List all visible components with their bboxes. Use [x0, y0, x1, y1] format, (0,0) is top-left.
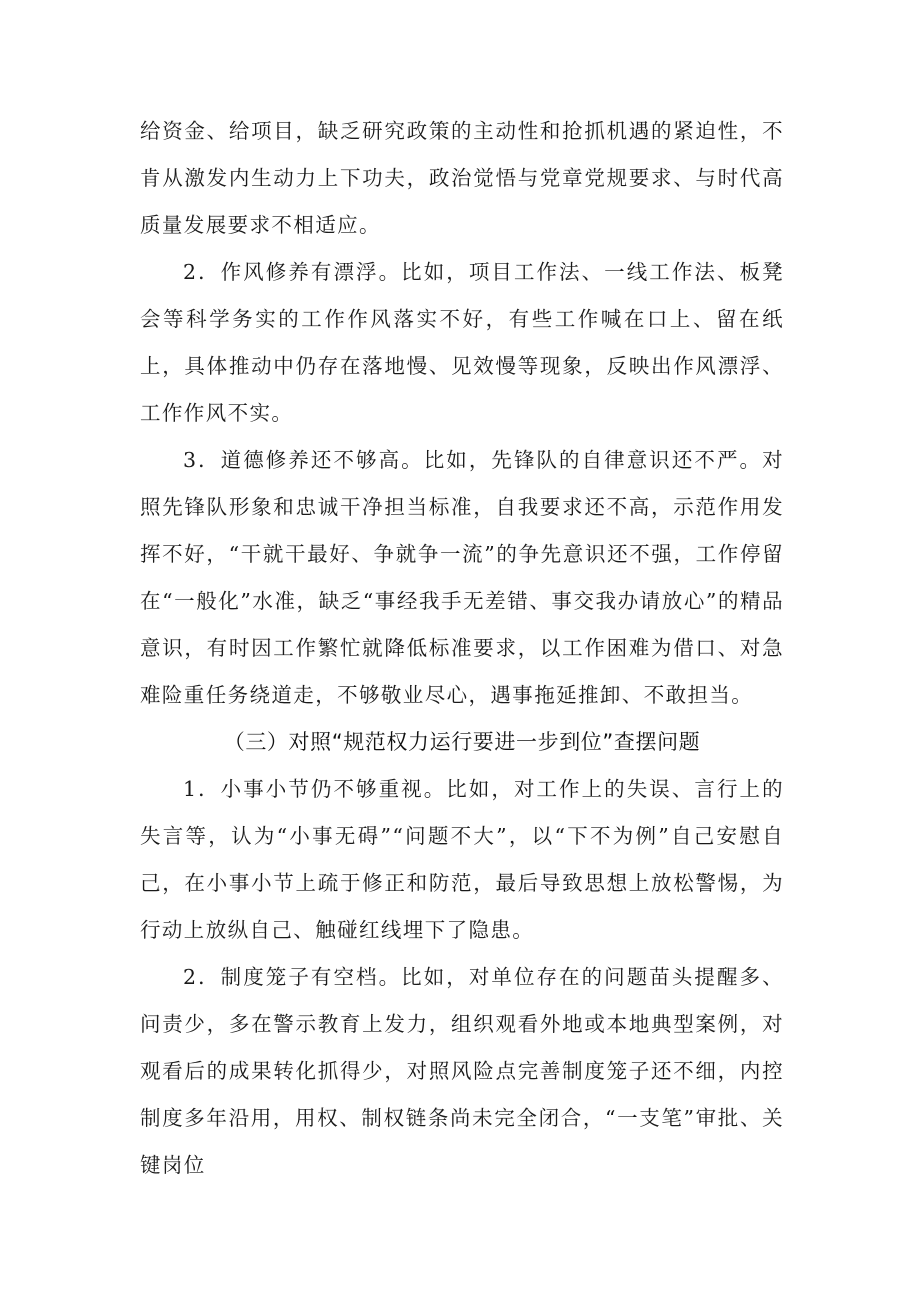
paragraph-item-2-system: 2．制度笼子有空档。比如，对单位存在的问题苗头提醒多、问责少，多在警示教育上发力，组织观看外地或本地典型案例，对观看后的成果转化抓得少，对照风险点完善制度笼子还不细，内控制度多年沿用，用权、制权链条尚未完全闭合，“一支笔”审批、关键岗位	[140, 965, 784, 1177]
paragraph-item-3-morality: 3．道德修养还不够高。比如，先锋队的自律意识还不严。对照先锋队形象和忠诚干净担当标准，自我要求还不高，示范作用发挥不好，“干就干最好、争就争一流”的争先意识还不强，工作停留在“一般化”水准，缺乏“事经我手无差错、事交我办请放心”的精品意识，有时因工作繁忙就降低标准要求，以工作困难为借口、对急难险重任务绕道走，不够敬业尽心，遇事拖延推卸、不敢担当。	[140, 448, 784, 707]
paragraph-item-2-style: 2．作风修养有漂浮。比如，项目工作法、一线工作法、板凳会等科学务实的工作作风落实不好，有些工作喊在口上、留在纸上，具体推动中仍存在落地慢、见效慢等现象，反映出作风漂浮、工作作风不实。	[140, 260, 784, 425]
section-heading: （三）对照“规范权力运行要进一步到位”查摆问题	[223, 730, 701, 754]
paragraph-continuation: 给资金、给项目，缺乏研究政策的主动性和抢抓机遇的紧迫性，不肯从激发内生动力上下功夫，政治觉悟与党章党规要求、与时代高质量发展要求不相适应。	[140, 119, 784, 237]
document-page	[140, 108, 784, 1189]
paragraph-item-1-details: 1．小事小节仍不够重视。比如，对工作上的失误、言行上的失言等，认为“小事无碍”“问题不大”，以“下不为例”自己安慰自己，在小事小节上疏于修正和防范，最后导致思想上放松警惕，为行动上放纵自己、触碰红线埋下了隐患。	[140, 777, 784, 942]
